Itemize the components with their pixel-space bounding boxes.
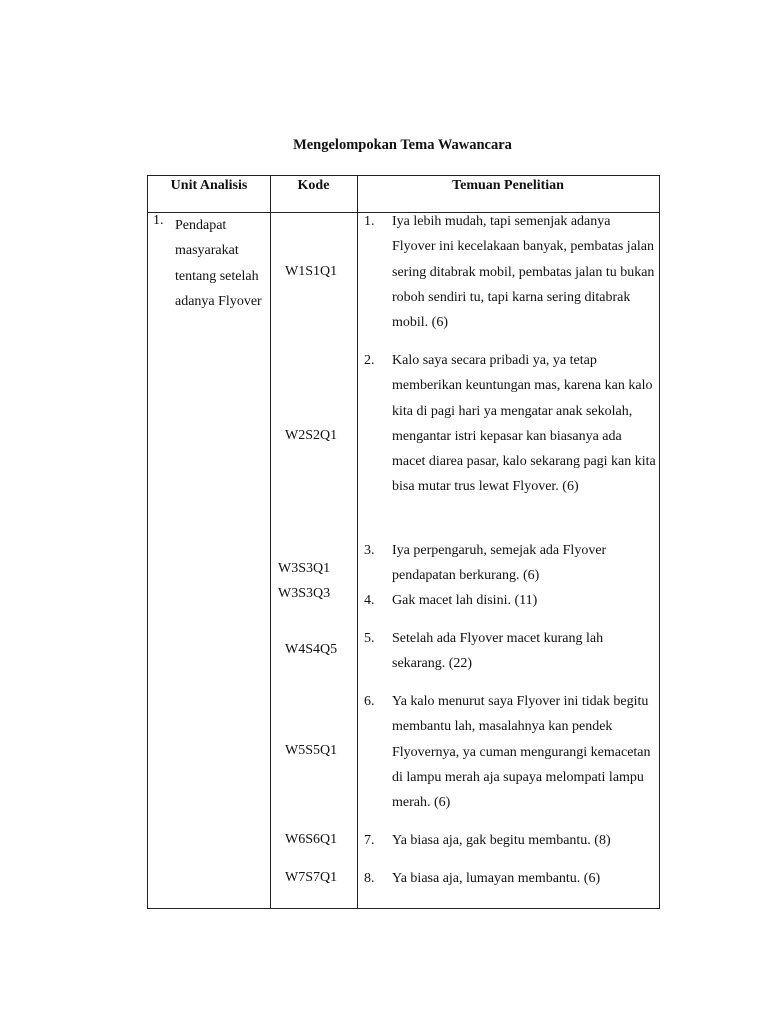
code-w6s6q1: W6S6Q1 [285, 832, 338, 847]
unit-number: 1. [153, 213, 164, 228]
finding-number: 3. [364, 543, 375, 558]
finding-text: Gak macet lah disini. (11) [392, 593, 538, 608]
header-temuan-penelitian: Temuan Penelitian [452, 178, 564, 193]
finding-text: Ya biasa aja, lumayan membantu. (6) [392, 871, 601, 886]
code-w2s2q1: W2S2Q1 [285, 428, 338, 443]
column-divider [357, 176, 358, 908]
document-title: Mengelompokan Tema Wawancara [293, 137, 512, 153]
finding-text: Setelah ada Flyover macet kurang lah sekarang. (22) [392, 631, 604, 672]
finding-text: Kalo saya secara pribadi ya, ya tetap memberikan keuntungan mas, karena kan kalo kita di pagi hari ya mengatar anak sekolah, mengantar istri kepasar kan biasanya ada macet diarea pasar, kalo sekarang pagi kan kita bisa mutar trus lewat Flyover. (6) [392, 353, 656, 495]
unit-text: Pendapat masyarakat tentang setelah adanya Flyover [175, 218, 262, 309]
finding-number: 4. [364, 593, 375, 608]
finding-text: Ya biasa aja, gak begitu membantu. (8) [392, 833, 611, 848]
code-w4s4q5: W4S4Q5 [285, 642, 338, 657]
code-w7s7q1: W7S7Q1 [285, 870, 338, 885]
finding-number: 5. [364, 631, 375, 646]
finding-text: Iya perpengaruh, semejak ada Flyover pendapatan berkurang. (6) [392, 543, 607, 584]
code-w1s1q1: W1S1Q1 [285, 264, 338, 279]
findings-table [147, 175, 660, 909]
column-divider [270, 176, 271, 908]
header-kode: Kode [297, 178, 330, 193]
code-w3s3q3: W3S3Q3 [278, 586, 331, 601]
finding-number: 2. [364, 353, 375, 368]
code-w3s3q1: W3S3Q1 [278, 561, 331, 576]
code-w5s5q1: W5S5Q1 [285, 743, 338, 758]
finding-text: Iya lebih mudah, tapi semenjak adanya Flyover ini kecelakaan banyak, pembatas jalan sering ditabrak mobil, pembatas jalan tu bukan roboh sendiri tu, tapi karna sering ditabrak mobil. (6) [392, 214, 655, 331]
finding-text: Ya kalo menurut saya Flyover ini tidak begitu membantu lah, masalahnya kan pendek Flyovernya, ya cuman mengurangi kemacetan di lampu merah aja supaya melompati lampu merah. (6) [392, 694, 651, 811]
finding-number: 6. [364, 694, 375, 709]
header-unit-analisis: Unit Analisis [170, 178, 248, 193]
finding-number: 8. [364, 871, 375, 886]
finding-number: 1. [364, 214, 375, 229]
finding-number: 7. [364, 833, 375, 848]
